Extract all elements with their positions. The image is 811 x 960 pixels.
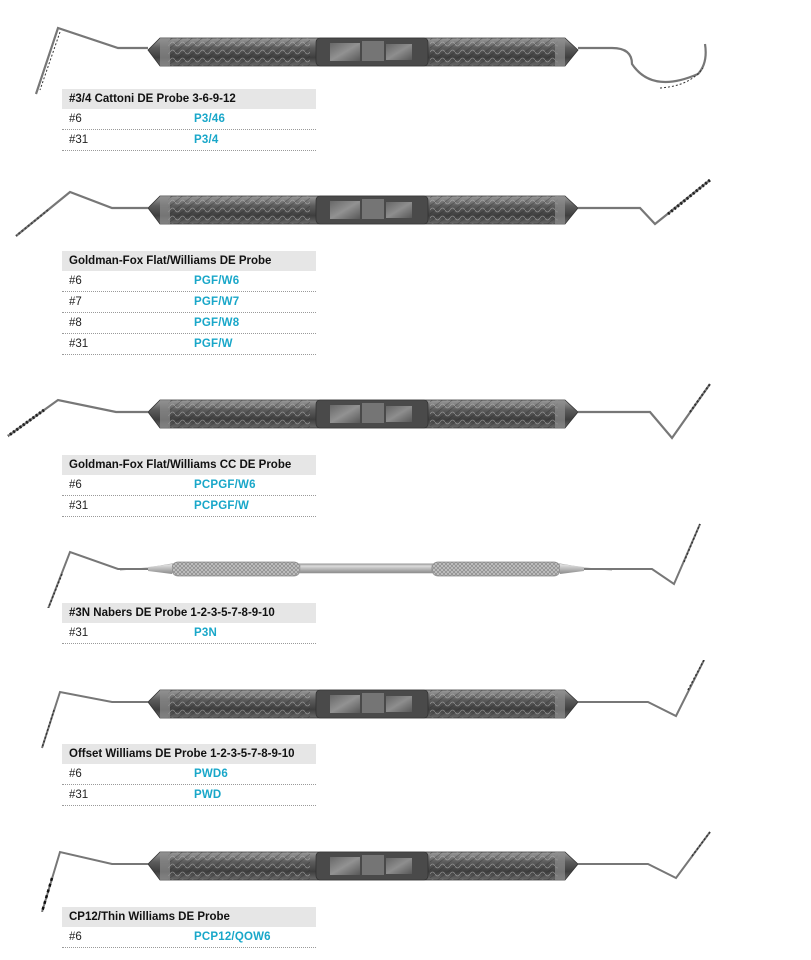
table-row: [62, 764, 316, 785]
size-cell: #31: [69, 134, 89, 146]
dental-probe-instrument-icon: [0, 518, 811, 608]
product-title: #3/4 Cattoni DE Probe 3-6-9-12: [62, 89, 316, 109]
code-cell: PCP12/QOW6: [194, 931, 271, 943]
table-row: [62, 927, 316, 948]
size-cell: #6: [69, 275, 82, 287]
table-row: [62, 313, 316, 334]
size-cell: #7: [69, 296, 82, 308]
code-cell: PGF/W6: [194, 275, 240, 287]
spec-table: [62, 251, 316, 355]
size-cell: #6: [69, 479, 82, 491]
size-cell: #31: [69, 789, 89, 801]
size-cell: #31: [69, 338, 89, 350]
table-row: [62, 130, 316, 151]
size-cell: #6: [69, 113, 82, 125]
dental-probe-instrument-icon: [0, 822, 811, 912]
spec-table: [62, 603, 316, 644]
product-title: Goldman-Fox Flat/Williams CC DE Probe: [62, 455, 316, 475]
code-cell: P3/46: [194, 113, 226, 125]
dental-probe-instrument-icon: [0, 8, 811, 98]
code-cell: PGF/W: [194, 338, 233, 350]
table-row: [62, 271, 316, 292]
code-cell: PCPGF/W: [194, 500, 250, 512]
size-cell: #8: [69, 317, 82, 329]
code-cell: PGF/W8: [194, 317, 240, 329]
size-cell: #6: [69, 931, 82, 943]
code-cell: P3/4: [194, 134, 219, 146]
spec-table: [62, 907, 316, 948]
product-title: CP12/Thin Williams DE Probe: [62, 907, 316, 927]
product-title: Offset Williams DE Probe 1-2-3-5-7-8-9-10: [62, 744, 316, 764]
table-row: [62, 292, 316, 313]
table-row: [62, 785, 316, 806]
dental-probe-instrument-icon: [0, 660, 811, 750]
dental-probe-instrument-icon: [0, 370, 811, 460]
spec-table: [62, 455, 316, 517]
table-row: [62, 496, 316, 517]
dental-probe-instrument-icon: [0, 166, 811, 256]
size-cell: #31: [69, 627, 89, 639]
product-title: Goldman-Fox Flat/Williams DE Probe: [62, 251, 316, 271]
table-row: [62, 109, 316, 130]
code-cell: PGF/W7: [194, 296, 240, 308]
table-row: [62, 475, 316, 496]
product-title: #3N Nabers DE Probe 1-2-3-5-7-8-9-10: [62, 603, 316, 623]
table-row: [62, 623, 316, 644]
code-cell: PCPGF/W6: [194, 479, 256, 491]
code-cell: P3N: [194, 627, 217, 639]
spec-table: [62, 744, 316, 806]
spec-table: [62, 89, 316, 151]
code-cell: PWD6: [194, 768, 229, 780]
table-row: [62, 334, 316, 355]
code-cell: PWD: [194, 789, 222, 801]
size-cell: #6: [69, 768, 82, 780]
size-cell: #31: [69, 500, 89, 512]
